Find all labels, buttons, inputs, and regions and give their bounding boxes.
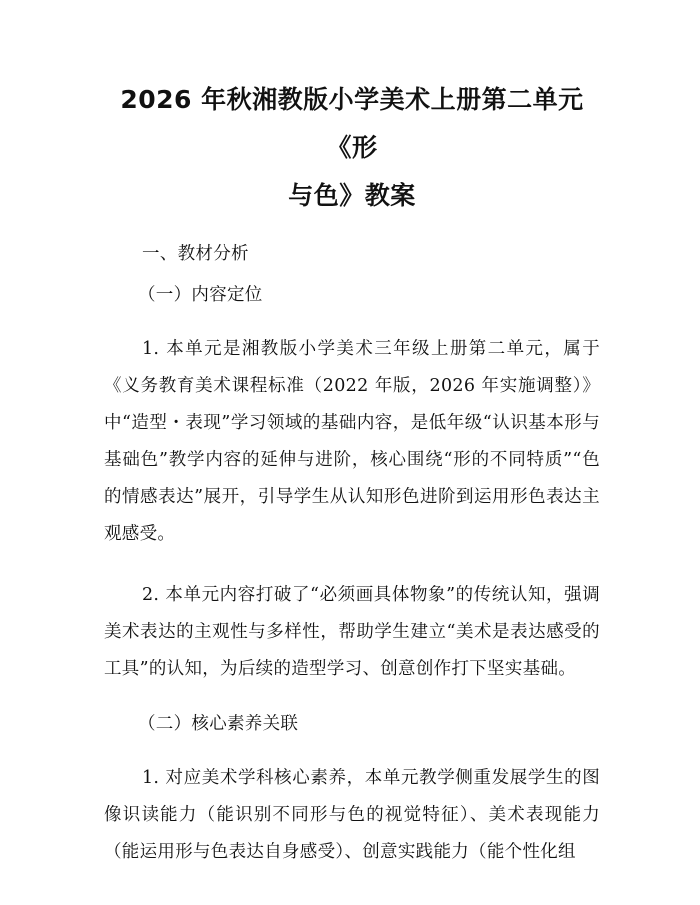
section-heading-textbook-analysis: 一、教材分析 [142, 244, 249, 264]
title-line-1: 2026 年秋湘教版小学美术上册第二单元《形 [120, 85, 584, 162]
subsection-heading-content-positioning: （一）内容定位 [138, 285, 263, 305]
paragraph-3: 1. 对应美术学科核心素养，本单元教学侧重发展学生的图像识读能力（能识别不同形与色的视觉特征）、美术表现能力（能运用形与色表达自身感受）、创意实践能力（能个性化组 [104, 768, 600, 862]
title-line-2: 与色》教案 [288, 181, 416, 210]
paragraph-2: 2. 本单元内容打破了“必须画具体物象”的传统认知，强调美术表达的主观性与多样性，帮助学生建立“美术是表达感受的工具”的认知，为后续的造型学习、创意创作打下坚实基础。 [104, 585, 600, 679]
paragraph-1: 1. 本单元是湘教版小学美术三年级上册第二单元，属于《义务教育美术课程标准（2022 年版，2026 年实施调整）》中“造型・表现”学习领域的基础内容，是低年级“认识基本形与基础色”教学内容的延伸与进阶，核心围绕“形的不同特质”“色的情感表达”展开，引导学生从认知形色进阶到运用形色表达主观感受。 [104, 339, 600, 544]
document-title [104, 76, 600, 220]
subsection-heading-core-literacy: （二）核心素养关联 [138, 714, 299, 734]
